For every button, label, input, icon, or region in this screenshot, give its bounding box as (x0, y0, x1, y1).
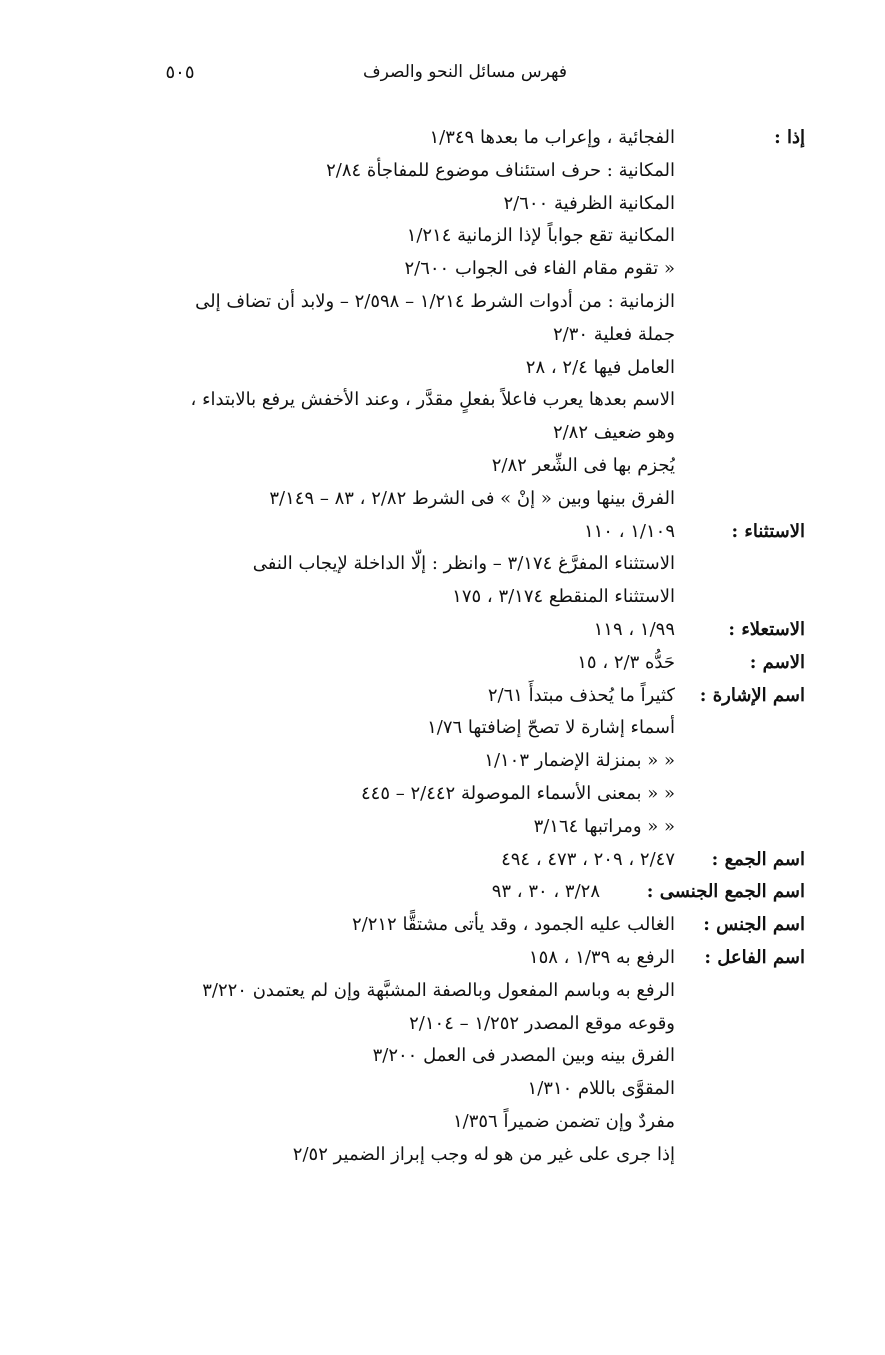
entry-line: ١/٩٩ ، ١١٩ (593, 618, 675, 640)
page-header (0, 62, 885, 92)
entry-line: الرفع به ١/٣٩ ، ١٥٨ (528, 946, 675, 968)
entry-term: اسم الجمع : (711, 848, 805, 870)
entry-line: أسماء إشارة لا تصحّ إضافتها ١/٧٦ (427, 717, 675, 739)
entry-line: وقوعه موقع المصدر ١/٢٥٢ – ٢/١٠٤ (409, 1012, 675, 1034)
entry-term: الاستعلاء : (728, 618, 805, 640)
entry-line: المكانية تقع جواباً لإذا الزمانية ١/٢١٤ (406, 225, 675, 247)
entry-line: الرفع به وباسم المفعول وبالصفة المشبَّهة وإن لم يعتمدن ٣/٢٢٠ (202, 979, 675, 1001)
entry-term: اسم الجنس : (703, 914, 805, 936)
entry-line: « تقوم مقام الفاء فى الجواب ٢/٦٠٠ (404, 258, 675, 280)
entry-line: مفردٌ وإن تضمن ضميراً ١/٣٥٦ (452, 1110, 675, 1132)
entry-line: حَدُّه ٢/٣ ، ١٥ (577, 651, 675, 673)
index-entry-idha (0, 122, 885, 516)
entry-line: الفرق بينه وبين المصدر فى العمل ٣/٢٠٠ (372, 1045, 675, 1067)
entry-term: الاستثناء : (731, 520, 805, 542)
entry-line: الاسم بعدها يعرب فاعلاً بفعلٍ مقدَّر ، وعند الأخفش يرفع بالابتداء ، (190, 389, 675, 411)
entry-line: الاستثناء المنقطع ٣/١٧٤ ، ١٧٥ (452, 586, 675, 608)
entry-line: ١/١٠٩ ، ١١٠ (583, 520, 675, 542)
index-entries (0, 122, 885, 1172)
entry-line: العامل فيها ٢/٤ ، ٢٨ (525, 356, 675, 378)
entry-term: الاسم : (749, 651, 805, 673)
entry-line: الغالب عليه الجمود ، وقد يأتى مشتقًّا ٢/٢١٢ (351, 914, 675, 936)
entry-line: يُجزم بها فى الشِّعر ٢/٨٢ (491, 454, 675, 476)
index-entry-ism (0, 647, 885, 680)
index-entry-ism-al-jins (0, 909, 885, 942)
entry-line: المكانية : حرف استئناف موضوع للمفاجأة ٢/٨٤ (326, 159, 675, 181)
entry-line: المكانية الظرفية ٢/٦٠٠ (503, 192, 675, 214)
index-entry-istithna (0, 516, 885, 614)
entry-line: المقوَّى باللام ١/٣١٠ (527, 1078, 675, 1100)
entry-line: ٢/٤٧ ، ٢٠٩ ، ٤٧٣ ، ٤٩٤ (501, 848, 675, 870)
entry-line: ٣/٢٨ ، ٣٠ ، ٩٣ (491, 881, 600, 903)
entry-line: الفجائية ، وإعراب ما بعدها ١/٣٤٩ (429, 127, 675, 148)
entry-term: اسم الإشارة : (699, 684, 805, 706)
entry-line: جملة فعلية ٢/٣٠ (553, 323, 675, 345)
index-entry-istila (0, 614, 885, 647)
page-number: ٥٠٥ (165, 62, 195, 83)
entry-term: اسم الجمع الجنسى : (646, 881, 805, 903)
entry-term: اسم الفاعل : (704, 946, 805, 968)
entry-line: « « ومراتبها ٣/١٦٤ (533, 815, 675, 837)
index-entry-ism-al-fail (0, 942, 885, 1172)
entry-line: « « بمنزلة الإضمار ١/١٠٣ (484, 750, 675, 772)
running-title: فهرس مسائل النحو والصرف (362, 62, 567, 82)
entry-line: إذا جرى على غير من هو له وجب إبراز الضمير ٢/٥٢ (292, 1143, 675, 1165)
entry-line: الاستثناء المفرَّغ ٣/١٧٤ – وانظر : إلّا الداخلة لإيجاب النفى (252, 553, 675, 575)
entry-line: كثيراً ما يُحذف مبتدأً ٢/٦١ (487, 684, 675, 706)
entry-line: وهو ضعيف ٢/٨٢ (552, 422, 675, 444)
entry-line: الفرق بينها وبين « إنْ » فى الشرط ٢/٨٢ ، ٨٣ – ٣/١٤٩ (269, 487, 675, 509)
index-entry-ism-al-ishara (0, 680, 885, 844)
index-entry-ism-al-jam (0, 844, 885, 877)
entry-line: « « بمعنى الأسماء الموصولة ٢/٤٤٢ – ٤٤٥ (361, 782, 675, 804)
entry-line: الزمانية : من أدوات الشرط ١/٢١٤ – ٢/٥٩٨ – ولابد أن تضاف إلى (195, 290, 675, 312)
index-entry-ism-al-jam-al-jinsi (0, 876, 885, 909)
entry-term: إذا : (774, 127, 805, 148)
